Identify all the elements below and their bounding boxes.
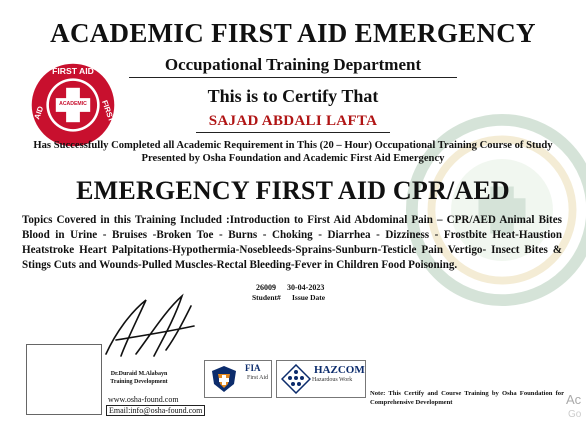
- certificate-title: ACADEMIC FIRST AID EMERGENCY: [50, 18, 536, 48]
- hazcom-title: HAZCOM: [314, 364, 365, 376]
- hazcom-subtitle: Hazardous Work: [312, 377, 353, 383]
- signer-role: Training Development: [110, 379, 168, 385]
- topics-paragraph: Topics Covered in this Training Included :Introduction to First Aid Abdominal Pain – CPR/AED Animal Bites Blood in Urine - Bruises -Broken Toe - Burns - Choking - Diarrhea - Dizziness - Frostbite Heat-Haustion Heatstroke Heart Palpitations-Hypothermia-Nosebleeds-Sprains-Sunburn-Testicle Pain Vertigo- Insect Bites & Stings Cuts and Wounds-Pulled Muscles-Rectal Bleeding-Fever in Children Food Poisoning.: [22, 214, 562, 271]
- department-name: Occupational Training Department: [164, 55, 422, 74]
- recipient-name: SAJAD ABDALI LAFTA: [208, 113, 378, 129]
- website-link[interactable]: www.osha-found.com: [108, 395, 179, 404]
- department-underline: [129, 77, 457, 78]
- badge-right-text: FIRST: [99, 98, 116, 124]
- fia-subtitle: First Aid: [247, 375, 269, 381]
- certify-heading: This is to Certify That: [207, 86, 379, 106]
- course-title: EMERGENCY FIRST AID CPR/AED: [76, 176, 510, 205]
- signer-block: [103, 370, 175, 386]
- activation-overlay-subtext: Go: [568, 409, 582, 420]
- photo-placeholder: [26, 344, 102, 415]
- hazard-grid-icon: [281, 364, 311, 394]
- signer-name: Dr.Duraid M.Alabayn: [110, 371, 168, 377]
- recipient-underline: [196, 132, 390, 133]
- fia-title: FIA: [245, 363, 261, 373]
- badge-center-text: ACADEMIC: [59, 101, 87, 107]
- issue-date: 30-04-2023: [287, 283, 325, 292]
- student-number: 26009: [256, 283, 276, 292]
- signature-image: [96, 292, 200, 358]
- issue-date-label: Issue Date: [292, 293, 326, 302]
- badge-top-text: FIRST AID: [52, 66, 94, 77]
- student-number-label: Student#: [252, 293, 281, 302]
- email-link[interactable]: Email:info@osha-found.com: [106, 405, 205, 416]
- first-aid-shield-icon: [209, 364, 239, 394]
- completion-statement: Has Successfully Completed all Academic Requirement in This (20 – Hour) Occupational Training Course of Study Presented by Osha Foundation and Academic First Aid Emergency: [33, 140, 553, 164]
- activation-overlay-text: Ac: [566, 392, 582, 407]
- footer-note: Note: This Certify and Course Training by Osha Foundation for Comprehensive Development: [370, 390, 564, 406]
- badge-left-text: AID: [32, 104, 46, 121]
